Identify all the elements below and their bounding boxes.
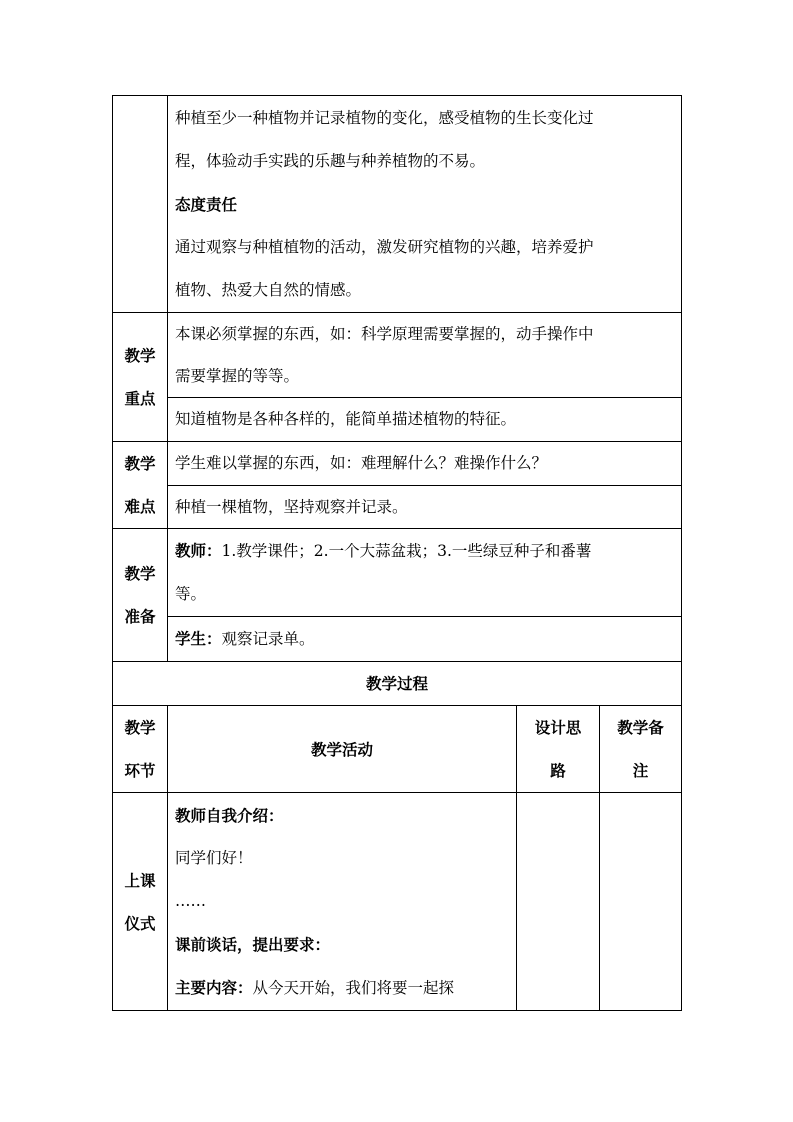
difficulties-label [113, 442, 168, 529]
student-items: 观察记录单。 [221, 630, 315, 648]
ceremony-label-line-2: 仪式 [124, 913, 156, 933]
teacher-label: 教师： [175, 541, 222, 560]
preparation-student-row [168, 617, 682, 662]
ceremony-label-line-1: 上课 [124, 870, 156, 890]
key-points-row-1-line-1: 本课必须掌握的东西，如：科学原理需要掌握的，动手操作中 [175, 325, 594, 343]
attitude-text-line-2: 植物、热爱大自然的情感。 [175, 281, 362, 299]
preparation-label [113, 529, 168, 662]
key-points-row-1 [168, 313, 682, 398]
key-points-label [113, 313, 168, 442]
key-points-label-line-2: 重点 [124, 389, 156, 408]
stage-header-line-2: 环节 [124, 761, 156, 780]
preparation-label-line-2: 准备 [124, 607, 156, 626]
difficulties-row-2 [168, 486, 682, 529]
stage-header-line-1: 教学 [124, 718, 156, 737]
attitude-text-line-1: 通过观察与种植植物的活动，激发研究植物的兴趣，培养爱护 [175, 238, 594, 256]
key-points-row-2 [168, 398, 682, 442]
ceremony-notes-cell [600, 793, 682, 1011]
process-header-activity: 教学活动 [168, 706, 517, 793]
objectives-label-cell [113, 96, 168, 313]
difficulties-row-2-text: 种植一棵植物，坚持观察并记录。 [175, 498, 408, 516]
ceremony-activity-cell [168, 793, 517, 1011]
notes-header-line-2: 注 [632, 761, 649, 780]
lesson-plan-table [112, 95, 682, 1011]
design-header-line-1: 设计思 [534, 718, 582, 737]
objectives-text-line-1: 种植至少一种植物并记录植物的变化，感受植物的生长变化过 [175, 109, 594, 127]
intro-heading: 教师自我介绍： [175, 806, 284, 825]
talk-heading: 课前谈话，提出要求： [175, 935, 331, 954]
preparation-teacher-row [168, 529, 682, 617]
ceremony-label [113, 793, 168, 1011]
design-header-line-2: 路 [550, 761, 566, 780]
objectives-content-cell [168, 96, 682, 313]
difficulties-row-1-text: 学生难以掌握的东西，如：难理解什么？难操作什么？ [175, 454, 548, 472]
main-content-text: 从今天开始，我们将要一起探 [252, 979, 455, 997]
main-content-line [175, 966, 512, 1010]
difficulties-label-line-1: 教学 [124, 454, 156, 473]
ellipsis-text: …… [175, 892, 206, 910]
process-title: 教学过程 [113, 662, 682, 706]
preparation-teacher-line-1 [175, 529, 677, 573]
difficulties-row-1 [168, 442, 682, 486]
key-points-label-line-1: 教学 [124, 346, 156, 365]
objectives-text-line-2: 程，体验动手实践的乐趣与种养植物的不易。 [175, 152, 486, 170]
ceremony-design-cell [517, 793, 600, 1011]
notes-header-line-1: 教学备 [617, 718, 664, 737]
key-points-row-2-text: 知道植物是各种各样的，能简单描述植物的特征。 [175, 410, 517, 428]
process-header-design [517, 706, 600, 793]
process-header-stage [113, 706, 168, 793]
key-points-row-1-line-2: 需要掌握的等等。 [175, 367, 300, 385]
attitude-heading: 态度责任 [175, 195, 238, 214]
process-header-notes [600, 706, 682, 793]
main-content-label: 主要内容： [175, 978, 253, 997]
teacher-items: 1.教学课件；2.一个大蒜盆栽；3.一些绿豆种子和番薯 [221, 542, 592, 560]
difficulties-label-line-2: 难点 [124, 497, 156, 516]
preparation-teacher-line-2: 等。 [175, 585, 207, 603]
student-label: 学生： [175, 629, 222, 648]
preparation-label-line-1: 教学 [124, 564, 156, 583]
greeting-text: 同学们好！ [175, 849, 253, 867]
